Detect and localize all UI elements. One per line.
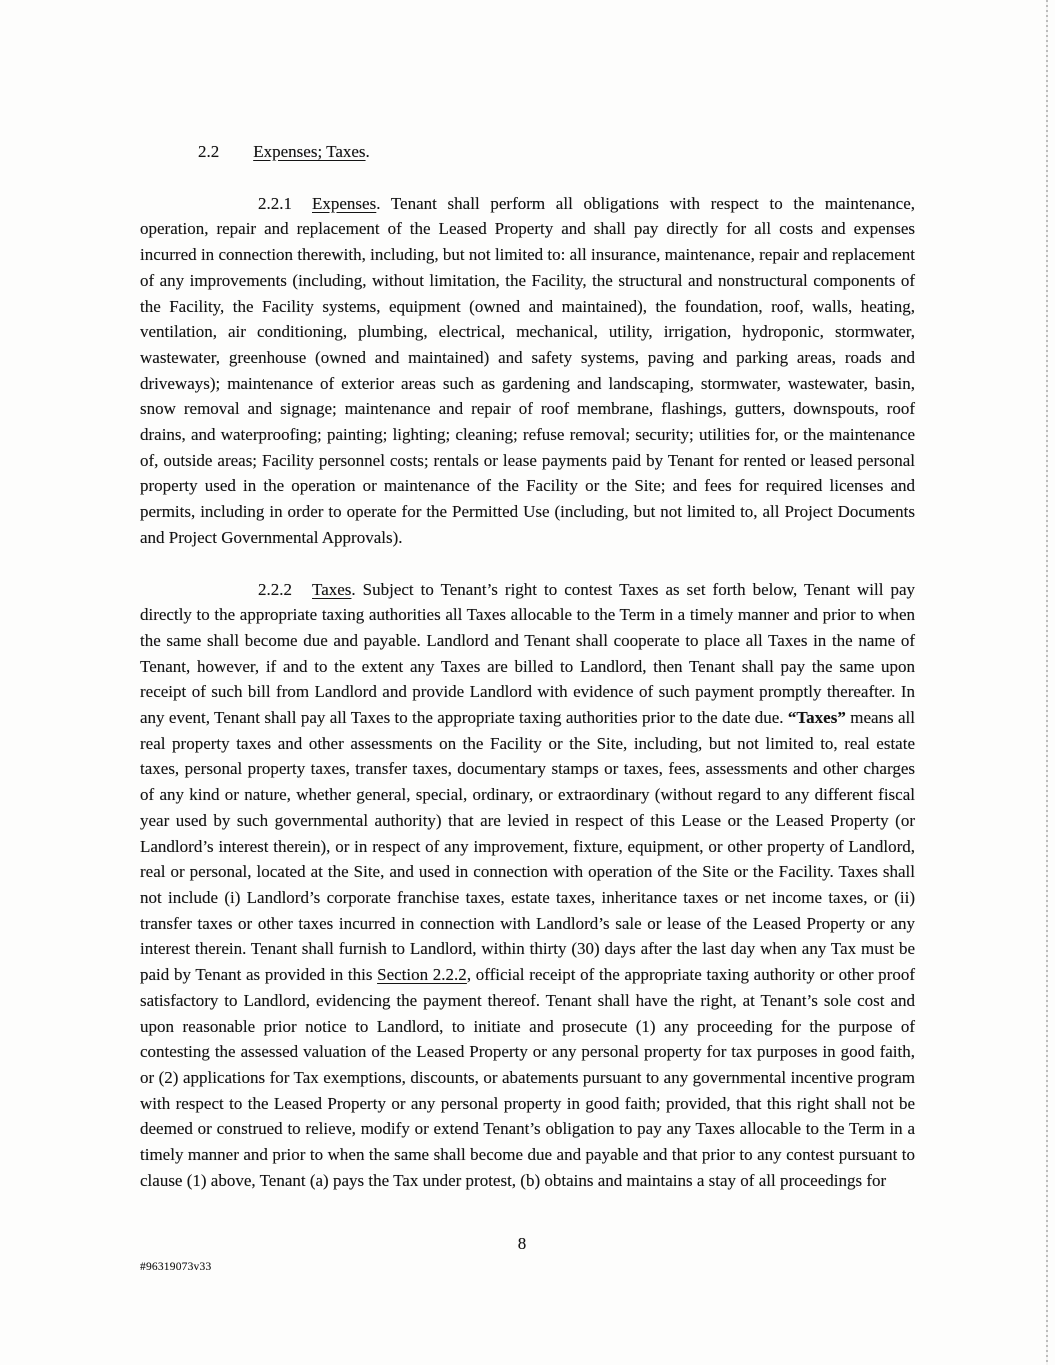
text-run-bold: “Taxes” bbox=[787, 708, 846, 728]
text-run-normal: 2.2.2 bbox=[258, 579, 292, 599]
page-number: 8 bbox=[517, 1234, 527, 1253]
page-content bbox=[140, 139, 915, 1219]
text-run-underline: Expenses bbox=[312, 193, 377, 213]
section-title: Expenses; Taxes bbox=[253, 142, 366, 161]
text-run-normal: . Tenant shall perform all obligations with respect to the maintenance, operation, repair and replacement of the Leased Property and shall pay directly for all costs and expenses incurred in connection therewith, including, but not limited to: all insurance, maintenance, repair and replacement of any improvements (including, without limitation, the Facility, the structural and nonstructural components of the Facility, the Facility systems, equipment (owned and maintained), the foundation, roof, walls, heating, ventilation, air conditioning, plumbing, electrical, mechanical, utility, irrigation, hydroponic, stormwater, wastewater, greenhouse (owned and maintained) and safety systems, paving and parking areas, roads and driveways); maintenance of exterior areas such as gardening and landscaping, stormwater, wastewater, basin, snow removal and signage; maintenance and repair of roof membrane, flashings, gutters, downspouts, roof drains, and waterproofing; painting; lighting; cleaning; refuse removal; security; utilities for, or the maintenance of, outside areas; Facility personnel costs; rentals or lease payments paid by Tenant for rented or leased personal property used in the operation or maintenance of the Facility or the Site; and fees for required licenses and permits, including in order to operate for the Permitted Use (including, but not limited to, all Project Documents and Project Governmental Approvals). bbox=[140, 193, 915, 547]
text-run-underline: Section 2.2.2 bbox=[377, 965, 467, 985]
section-heading-2-2 bbox=[198, 139, 915, 165]
text-run-normal: 2.2.1 bbox=[258, 193, 292, 213]
text-run-normal: means all real property taxes and other assessments on the Facility or the Site, including, but not limited to, real estate taxes, personal property taxes, transfer taxes, documentary stamps or taxes, fees, assessments and other charges of any kind or nature, whether general, special, ordinary, or extraordinary (without regard to any different fiscal year used by such governmental authority) that are levied in respect of this Lease or the Leased Property (or Landlord’s interest therein), or in respect of any improvement, fixture, equipment, or other property of Landlord, real or personal, located at the Site, and used in connection with operation of the Site or the Facility. Taxes shall not include (i) Landlord’s corporate franchise taxes, estate taxes, inheritance taxes or net income taxes, or (ii) transfer taxes or other taxes incurred in connection with Landlord’s sale or lease of the Leased Property or any interest therein. Tenant shall furnish to Landlord, within thirty (30) days after the last day when any Tax must be paid by Tenant as provided in this bbox=[140, 708, 915, 985]
document-id-footer: #96319073v33 bbox=[140, 1261, 212, 1273]
section-title-period: . bbox=[365, 142, 370, 161]
section-number: 2.2 bbox=[198, 142, 220, 161]
paragraph-taxes-2-2-2 bbox=[140, 577, 915, 1194]
text-run-underline: Taxes bbox=[312, 579, 352, 599]
paragraph-expenses-2-2-1 bbox=[140, 191, 915, 551]
text-run-normal: . Subject to Tenant’s right to contest Taxes as set forth below, Tenant will pay directly to the appropriate taxing authorities all Taxes allocable to the Term in a timely manner and prior to when the same shall become due and payable. Landlord and Tenant shall cooperate to place all Taxes in the name of Tenant, however, if and to the extent any Taxes are billed to Landlord, then Tenant shall pay the same upon receipt of such bill from Landlord and provide Landlord with evidence of such payment promptly thereafter. In any event, Tenant shall pay all Taxes to the appropriate taxing authorities prior to the date due. bbox=[140, 579, 915, 728]
scan-artifact-right-edge bbox=[1046, 0, 1048, 1365]
text-run-normal: , official receipt of the appropriate taxing authority or other proof satisfactory to Landlord, evidencing the payment thereof. Tenant shall have the right, at Tenant’s sole cost and upon reasonable prior notice to Landlord, to initiate and prosecute (1) any proceeding for the purpose of contesting the assessed valuation of the Leased Property or any personal property for tax purposes in good faith, or (2) applications for Tax exemptions, discounts, or abatements pursuant to any governmental incentive program with respect to the Leased Property or any personal property in good faith; provided, that this right shall not be deemed or construed to relieve, modify or extend Tenant’s obligation to pay any Taxes allocable to the Term in a timely manner and prior to when the same shall become due and payable and that prior to any contest pursuant to clause (1) above, Tenant (a) pays the Tax under protest, (b) obtains and maintains a stay of all proceedings for bbox=[140, 965, 916, 1190]
